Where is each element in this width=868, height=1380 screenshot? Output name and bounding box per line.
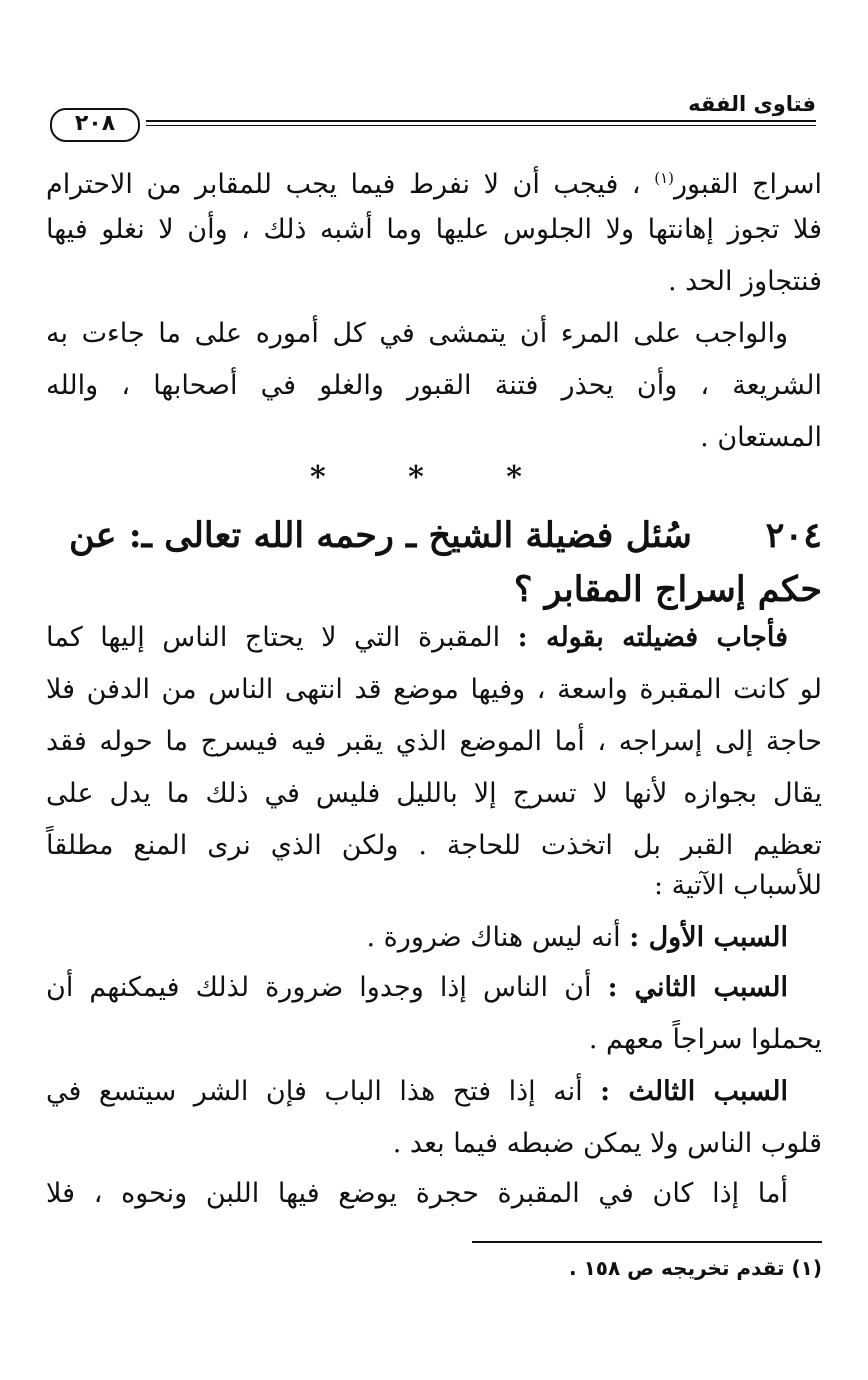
question-number: ٢٠٤	[765, 515, 822, 556]
text-fragment: أن الناس إذا وجدوا ضرورة لذلك فيمكنهم أن	[46, 972, 592, 1003]
text-line: فلا تجوز إهانتها ولا الجلوس عليها وما أشبه ذلك ، وأن لا نغلو فيها	[46, 214, 822, 245]
reason-1	[46, 916, 822, 960]
text-line: أما إذا كان في المقبرة حجرة يوضع فيها اللبن ونحوه ، فلا	[46, 1178, 788, 1209]
header-rule-thin	[146, 125, 816, 126]
text-line: يقال بجوازه لأنها لا تسرج إلا بالليل فليس في ذلك ما يدل على	[46, 778, 822, 809]
text-line: تعظيم القبر بل اتخذت للحاجة . ولكن الذي نرى المنع مطلقاً	[46, 830, 822, 861]
footnote: (١) تقدم تخريجه ص ١٥٨ .	[569, 1256, 822, 1280]
text-fragment: أنه ليس هناك ضرورة .	[366, 922, 621, 953]
text-line: اسراج القبور$^{(١)}$ ، فيجب أن لا نفرط فيما يجب للمقابر من الاحترام	[46, 169, 822, 200]
running-title: فتاوى الفقه	[688, 92, 816, 116]
text-line: لو كانت المقبرة واسعة ، وفيها موضع قد انتهى الناس من الدفن فلا	[46, 674, 822, 705]
reason-3	[46, 1070, 822, 1114]
footnote-ref: (١)	[654, 169, 674, 187]
text-fragment: أنه إذا فتح هذا الباب فإن الشر سيتسع في	[46, 1076, 583, 1107]
question-heading-cont: حكم إسراج المقابر ؟	[513, 569, 822, 610]
reason-label: السبب الثاني :	[607, 972, 788, 1003]
page-number: ٢٠٨	[50, 108, 140, 142]
text-line	[46, 616, 822, 660]
text-line: يحملوا سراجاً معهم .	[588, 1024, 822, 1055]
footnote-rule	[472, 1241, 822, 1243]
text-line: المستعان .	[700, 422, 822, 453]
question-heading	[46, 508, 822, 564]
text-line: والواجب على المرء أن يتمشى في كل أموره على ما جاءت به	[46, 318, 788, 349]
text-line: للأسباب الآتية :	[653, 870, 822, 901]
text-line: الشريعة ، وأن يحذر فتنة القبور والغلو في أصحابها ، والله	[46, 370, 822, 401]
header-rule	[146, 120, 816, 122]
text-fragment: المقبرة التي لا يحتاج الناس إليها كما	[46, 622, 501, 653]
text-line: حاجة إلى إسراجه ، أما الموضع الذي يقبر فيه فيسرج ما حوله فقد	[46, 726, 822, 757]
book-page	[46, 0, 822, 1380]
answer-lead: فأجاب فضيلته بقوله :	[517, 622, 788, 653]
section-separator: * * *	[310, 460, 558, 495]
text-line: قلوب الناس ولا يمكن ضبطه فيما بعد .	[392, 1128, 822, 1159]
text-fragment: فيجب أن لا نفرط فيما يجب للمقابر من الاحترام	[46, 169, 619, 200]
reason-label: السبب الثالث :	[600, 1076, 788, 1107]
text-line: فنتجاوز الحد .	[667, 266, 822, 297]
question-text: سُئل فضيلة الشيخ ـ رحمه الله تعالى ـ: عن	[69, 515, 692, 556]
page-header	[46, 92, 822, 136]
text-fragment: اسراج القبور	[673, 169, 822, 200]
reason-2	[46, 966, 822, 1010]
reason-label: السبب الأول :	[629, 922, 788, 953]
